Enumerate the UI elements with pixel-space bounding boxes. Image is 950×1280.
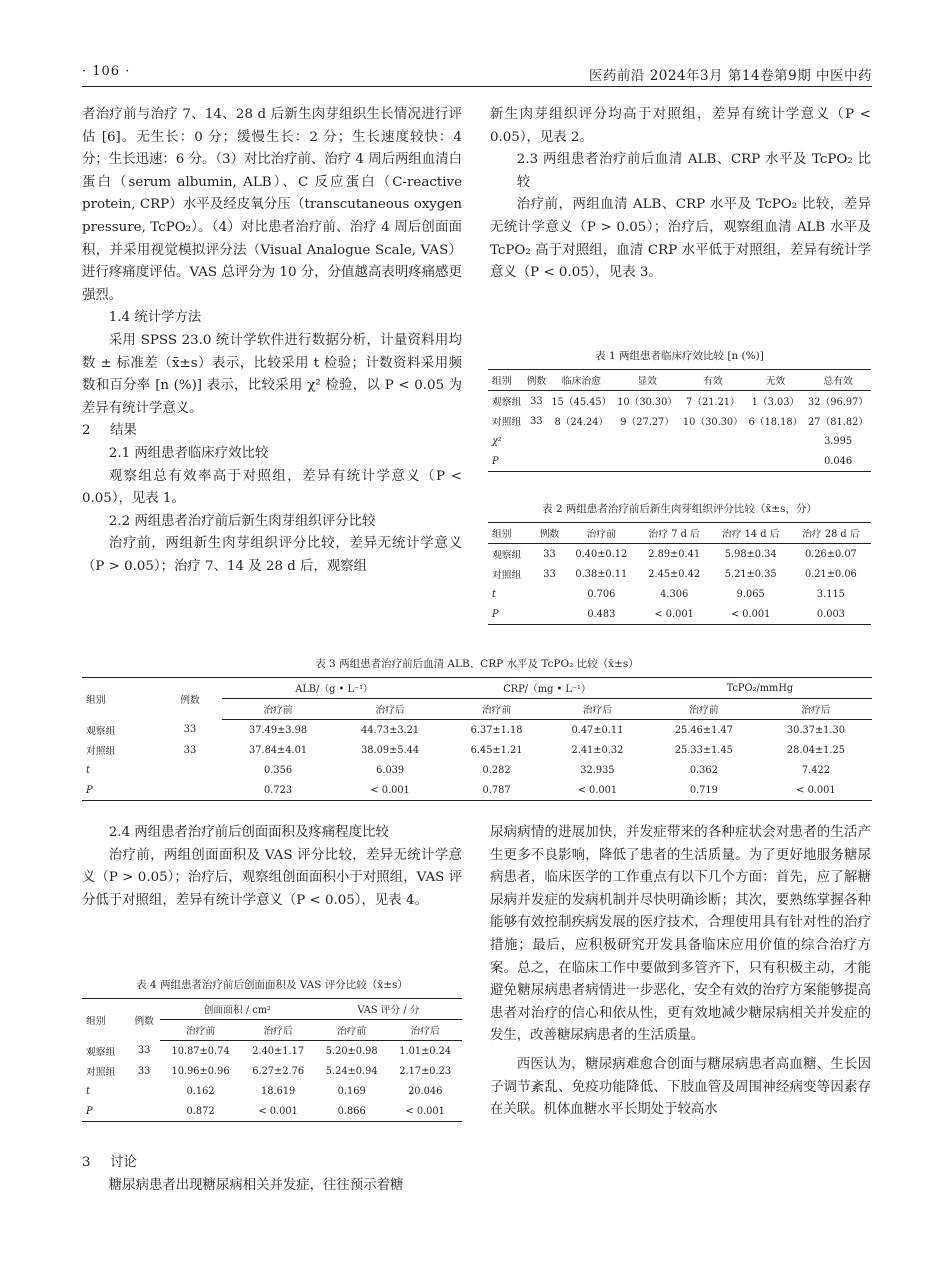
table-subheader: 治疗前	[160, 1020, 242, 1041]
paragraph-discussion-cont: 尿病病情的进展加快，并发症带来的各种症状会对患者的生活产生更多不良影响，降低了患者的生活质量。为了更好地服务糖尿病患者，临床医学的工作重点有以下几个方面：首先，应了解糖尿病并发症的发病机制并尽快明确诊断；其次，要熟练掌握各种能够有效控制疾病发展的医疗技术，合理使用具有针对性的治疗措施；最后，应积极研究开发具备临床应用价值的综合治疗方案。总之，在临床工作中要做到多管齐下，只有积极主动，才能避免糖尿病患者病情进一步恶化，安全有效的治疗方案能够提高患者对治疗的信心和依从性，更有效地减少糖尿病相关并发症的发生，改善糖尿病患者的生活质量。	[490, 825, 871, 1044]
right-column-top	[490, 104, 871, 285]
table-header: 临床治愈	[549, 370, 615, 391]
paragraph-2-2-cont: 新生肉芽组织评分均高于对照组，差异有统计学意义（P < 0.05），见表 2。	[490, 107, 871, 145]
header-rule	[82, 86, 872, 87]
paragraph-2-1: 观察组总有效率高于对照组，差异有统计学意义（P < 0.05），见表 1。	[82, 468, 462, 507]
table-header: 治疗前	[565, 523, 638, 544]
table-3	[82, 657, 872, 801]
table-header: 组别	[488, 370, 524, 391]
table-2	[488, 502, 871, 625]
table-row: t 0.356 6.039 0.282 32.935 0.362 7.422	[86, 764, 830, 776]
page-header	[82, 64, 872, 86]
paragraph-discussion-2: 西医认为，糖尿病难愈合创面与糖尿病患者高血糖、生长因子调节紊乱、免疫功能降低、下肢血管及周围神经病变等因素存在关联。机体血糖水平长期处于较高水	[490, 1056, 871, 1118]
heading-2-3: 2.3 两组患者治疗前后血清 ALB、CRP 水平及 TcPO₂ 比较	[516, 152, 871, 190]
table-row: P 0.046	[488, 451, 871, 472]
section-number: 2	[82, 423, 91, 439]
left-column-discussion	[82, 1152, 462, 1197]
table-row: 对照组 33 10.96±0.96 6.27±2.76 5.24±0.94 2.17±0.23	[86, 1065, 452, 1078]
table-header: 治疗 7 d 后	[638, 523, 711, 544]
paragraph-2-2: 治疗前，两组新生肉芽组织评分比较，差异无统计学意义（P > 0.05）；治疗 7、14 及 28 d 后，观察组	[82, 536, 462, 574]
table-subheader: 治疗前	[222, 699, 334, 720]
table-subheader: 治疗后	[388, 1020, 462, 1041]
table-row: P 0.483 < 0.001 < 0.001 0.003	[488, 604, 871, 625]
table-header: TcPO₂/mmHg	[648, 678, 872, 699]
table-subheader: 治疗后	[760, 699, 872, 720]
table-3-caption: 表 3 两组患者治疗前后血清 ALB、CRP 水平及 TcPO₂ 比较（x̄±s）	[315, 658, 639, 670]
right-column-bottom	[490, 822, 871, 1122]
table-subheader: 治疗前	[446, 699, 547, 720]
table-1	[488, 349, 871, 472]
table-row: 对照组 33 8（24.24） 9（27.27） 10（30.30） 6（18.18） 27（81.82）	[492, 415, 869, 428]
table-header: 例数	[129, 999, 160, 1041]
table-row: P 0.872 < 0.001 0.866 < 0.001	[82, 1101, 462, 1122]
table-subheader: 治疗后	[241, 1020, 315, 1041]
table-header: 创面面积 / cm²	[160, 999, 315, 1020]
table-header: 治疗 14 d 后	[711, 523, 791, 544]
table-header: 例数	[158, 678, 222, 720]
paragraph-2-3: 治疗前，两组血清 ALB、CRP 水平及 TcPO₂ 比较，差异无统计学意义（P > 0.05）；治疗后，观察组血清 ALB 水平及 TcPO₂ 高于对照组，血清 CRP 水平低于对照组，差异有统计学意义（P < 0.05），见表 3。	[490, 197, 871, 281]
table-header: 例数	[534, 523, 565, 544]
table-row: 观察组 33 0.40±0.12 2.89±0.41 5.98±0.34 0.26±0.07	[492, 548, 857, 561]
table-header: 例数	[524, 370, 548, 391]
table-1-caption: 表 1 两组患者临床疗效比较 [n (%)]	[595, 350, 764, 362]
paragraph-stats: 采用 SPSS 23.0 统计学软件进行数据分析，计量资料用均数 ± 标准差（x̄±s）表示，比较采用 t 检验；计数资料采用频数和百分率 [n (%)] 表示，比较采用 χ² 检验，以 P < 0.05 为差异有统计学意义。	[82, 332, 462, 416]
heading-2-1: 2.1 两组患者临床疗效比较	[108, 445, 269, 461]
table-subheader: 治疗前	[648, 699, 760, 720]
table-header: VAS 评分 / 分	[315, 999, 462, 1020]
heading-2-2: 2.2 两组患者治疗前后新生肉芽组织评分比较	[108, 513, 376, 529]
table-4	[82, 978, 462, 1122]
table-row: 对照组 33 37.84±4.01 38.09±5.44 6.45±1.21 2.41±0.32 25.33±1.45 28.04±1.25	[86, 744, 845, 757]
table-4-caption: 表 4 两组患者治疗前后创面面积及 VAS 评分比较（x̄±s）	[136, 979, 408, 991]
table-header: 无效	[746, 370, 805, 391]
table-row: t 0.162 18.619 0.169 20.046	[86, 1085, 443, 1097]
heading-1-4: 1.4 统计学方法	[108, 310, 202, 326]
table-header: 组别	[82, 999, 129, 1041]
table-header: 组别	[82, 678, 158, 720]
table-row: 观察组 33 15（45.45） 10（30.30） 7（21.21） 1（3.03） 32（96.97）	[492, 395, 869, 408]
heading-2-4: 2.4 两组患者治疗前后创面面积及疼痛程度比较	[108, 825, 389, 840]
table-header: ALB/（g • L⁻¹）	[222, 678, 446, 699]
table-subheader: 治疗前	[315, 1020, 389, 1041]
table-2-caption: 表 2 两组患者治疗前后新生肉芽组织评分比较（x̄±s，分）	[542, 503, 817, 515]
paragraph-methods-cont: 者治疗前与治疗 7、14、28 d 后新生肉芽组织生长情况进行评估 [6]。无生长：0 分；缓慢生长：2 分；生长速度较快：4 分；生长迅速：6 分。（3）对比治疗前、治疗 4 周后两组血清白蛋白（serum albumin, ALB）、C 反应蛋白（C-reactive protein, CRP）水平及经皮氧分压（transcutaneous oxygen pressure, TcPO₂）。（4）对比患者治疗前、治疗 4 周后创面面积，并采用视觉模拟评分法（Visual Analogue Scale, VAS）进行疼痛度评估。VAS 总评分为 10 分，分值越高表明疼痛感更强烈。	[82, 107, 462, 303]
table-header: 显效	[614, 370, 680, 391]
table-header: 有效	[680, 370, 746, 391]
table-row: 观察组 33 37.49±3.98 44.73±3.21 6.37±1.18 0.47±0.11 25.46±1.47 30.37±1.30	[86, 724, 845, 737]
heading-results: 2 结果	[82, 420, 462, 443]
journal-info: 医药前沿 2024年3月 第14卷第9期 中医中药	[588, 68, 872, 84]
left-column-bottom	[82, 822, 462, 912]
page-number: · 106 ·	[82, 64, 131, 79]
table-row: t 0.706 4.306 9.065 3.115	[492, 588, 845, 600]
table-header: 治疗 28 d 后	[791, 523, 871, 544]
table-header: 总有效	[805, 370, 871, 391]
heading-discussion: 3 讨论	[82, 1152, 462, 1175]
table-row: 观察组 33 10.87±0.74 2.40±1.17 5.20±0.98 1.01±0.24	[86, 1045, 452, 1058]
table-row: P 0.723 < 0.001 0.787 < 0.001 0.719 < 0.001	[82, 780, 872, 801]
paragraph-discussion-start: 糖尿病患者出现糖尿病相关并发症，往往预示着糖	[108, 1177, 404, 1193]
table-subheader: 治疗后	[334, 699, 446, 720]
table-row: 对照组 33 0.38±0.11 2.45±0.42 5.21±0.35 0.21±0.06	[492, 568, 857, 581]
table-header: CRP/（mg • L⁻¹）	[446, 678, 648, 699]
table-header: 组别	[488, 523, 534, 544]
left-column-top	[82, 104, 462, 578]
table-subheader: 治疗后	[547, 699, 648, 720]
paragraph-2-4: 治疗前，两组创面面积及 VAS 评分比较，差异无统计学意义（P > 0.05）；治疗后，观察组创面面积小于对照组，VAS 评分低于对照组，差异有统计学意义（P < 0.05），见表 4。	[82, 847, 462, 908]
table-row: χ² 3.995	[492, 435, 853, 447]
section-number: 3	[82, 1155, 91, 1170]
